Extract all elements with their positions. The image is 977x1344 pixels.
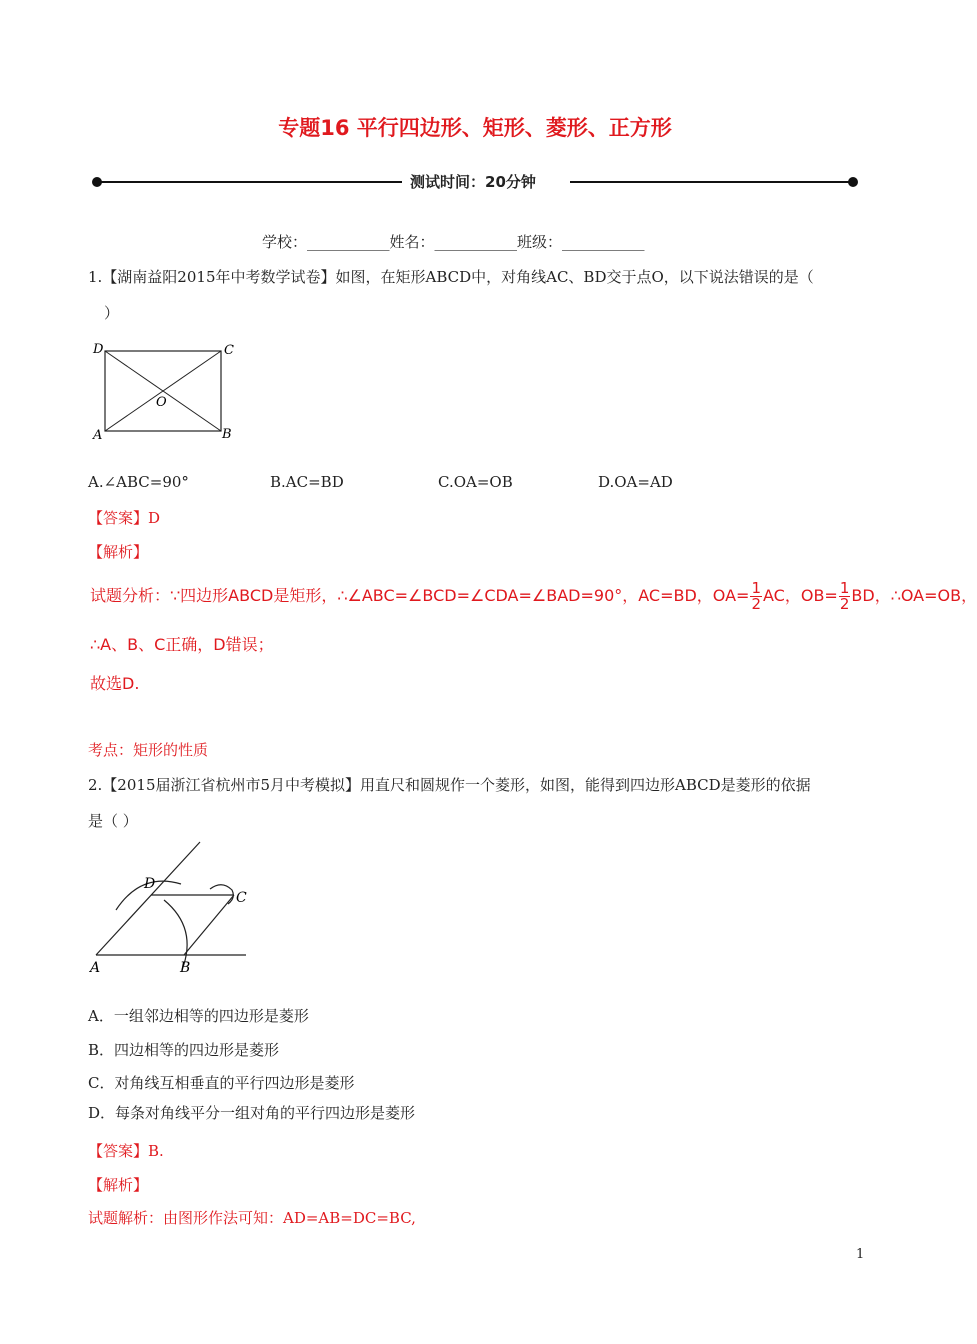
label-a: A: [93, 428, 103, 443]
student-info-line: 学校：___________姓名：___________班级：___________: [262, 233, 645, 251]
test-time-divider: [92, 172, 860, 192]
q1-analysis-part1: 试题分析：∵四边形ABCD是矩形，∴∠ABC=∠BCD=∠CDA=∠BAD=90°，AC=BD，OA=: [90, 586, 750, 605]
q2-option-a: A．一组邻边相等的四边形是菱形: [88, 1007, 309, 1025]
q2-analysis-label: 【解析】: [88, 1176, 149, 1194]
test-time-label: 测试时间：20分钟: [410, 173, 536, 191]
q1-analysis-line3: 故选D.: [90, 674, 140, 693]
divider-right-line: [570, 181, 856, 183]
q1-analysis-line1: [90, 578, 977, 614]
page-number: 1: [856, 1247, 865, 1262]
divider-left-line: [96, 181, 402, 183]
q1-option-b: B.AC=BD: [270, 473, 344, 491]
fraction-one-half-1: [750, 581, 762, 612]
q1-rectangle-figure: [88, 338, 248, 446]
q2-option-c: C．对角线互相垂直的平行四边形是菱形: [88, 1074, 355, 1092]
fraction-denominator: 2: [751, 595, 762, 613]
fraction-denominator: 2: [839, 595, 850, 613]
q1-kaodian: 考点：矩形的性质: [88, 741, 209, 759]
label-c: C: [236, 890, 247, 906]
q1-analysis-part3: BD，∴OA=OB，: [851, 586, 977, 605]
fraction-numerator: 1: [751, 579, 762, 597]
label-d: D: [93, 342, 104, 357]
fraction-one-half-2: [839, 581, 851, 612]
q1-option-c: C.OA=OB: [438, 473, 513, 491]
q1-stem-line1: 1.【湖南益阳2015年中考数学试卷】如图，在矩形ABCD中，对角线AC、BD交于点O，以下说法错误的是（: [88, 268, 814, 286]
q1-stem-line2: ）: [104, 304, 120, 322]
label-b: B: [222, 427, 232, 442]
q2-stem-line2: 是（ ）: [88, 812, 138, 830]
q1-option-a: A.∠ABC=90°: [88, 473, 189, 491]
q2-rhombus-construction-figure: [86, 840, 256, 980]
q2-stem-line1: 2.【2015届浙江省杭州市5月中考模拟】用直尺和圆规作一个菱形，如图，能得到四边形ABCD是菱形的依据: [88, 776, 811, 794]
q2-analysis-line1: 试题解析：由图形作法可知：AD=AB=DC=BC,: [88, 1209, 416, 1227]
divider-right-dot: [848, 177, 858, 187]
q1-analysis-line2: ∴A、B、C正确，D错误；: [90, 635, 274, 654]
q2-option-b: B．四边相等的四边形是菱形: [88, 1041, 280, 1059]
arc-at-c: [210, 885, 233, 904]
q2-answer: 【答案】B.: [88, 1142, 164, 1160]
q1-analysis-part2: AC，OB=: [763, 586, 838, 605]
segment-bc: [184, 895, 234, 955]
label-d: D: [144, 876, 156, 892]
label-a: A: [90, 960, 101, 976]
q1-analysis-label: 【解析】: [88, 543, 149, 561]
page-title: 专题16 平行四边形、矩形、菱形、正方形: [278, 116, 672, 140]
q1-option-d: D.OA=AD: [598, 473, 673, 491]
label-o: O: [156, 395, 167, 410]
q1-answer: 【答案】D: [88, 509, 161, 527]
q2-option-d: D．每条对角线平分一组对角的平行四边形是菱形: [88, 1104, 416, 1122]
label-b: B: [180, 960, 191, 976]
label-c: C: [224, 343, 234, 358]
ray-ad: [96, 842, 200, 955]
fraction-numerator: 1: [839, 579, 850, 597]
